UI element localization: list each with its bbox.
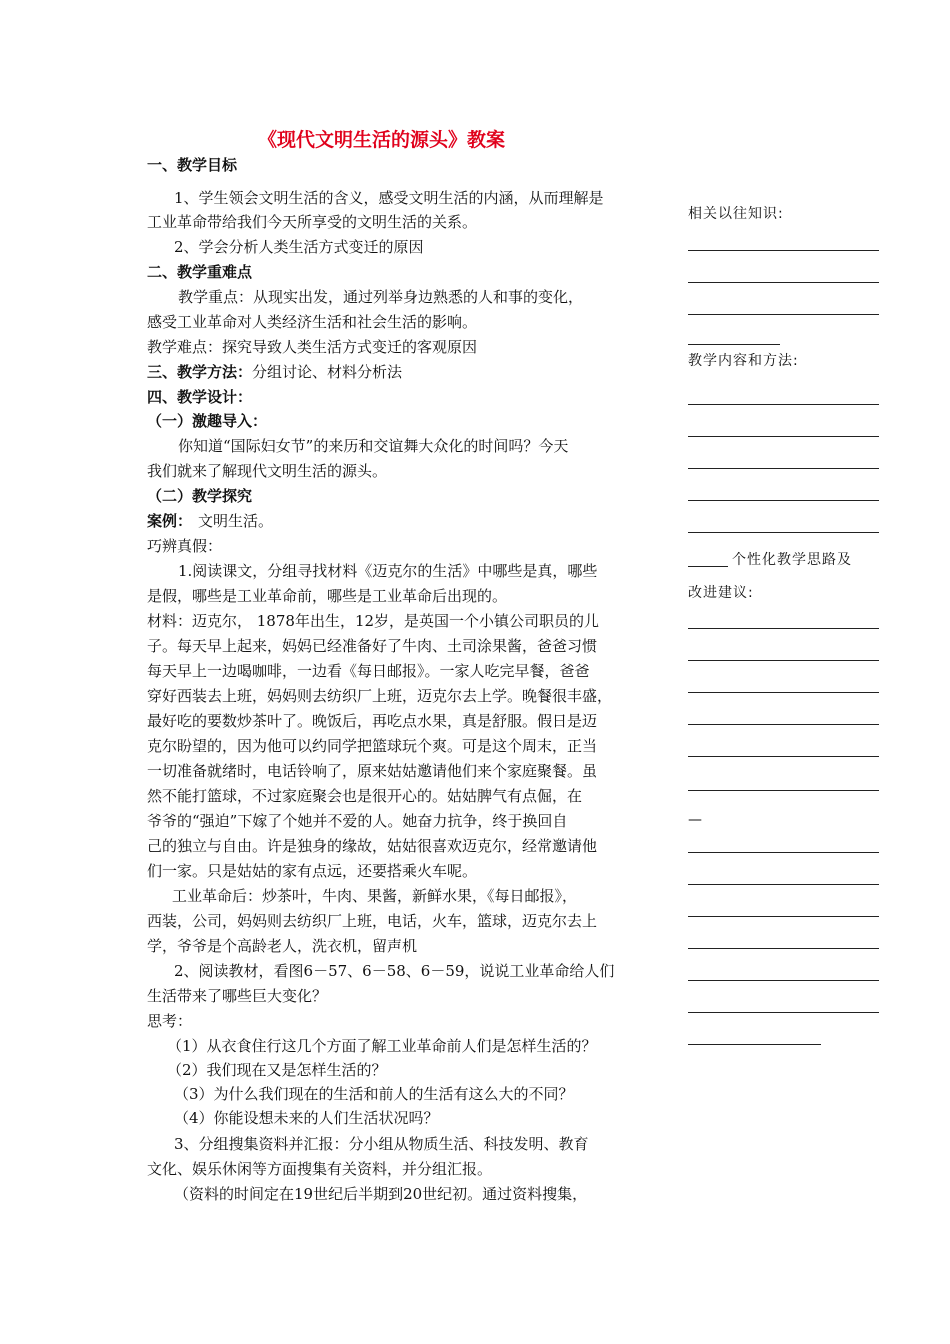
text-line <box>147 363 402 381</box>
blank-line <box>688 436 879 437</box>
text-line: 西装，公司，妈妈则去纺织厂上班，电话，火车，篮球，迈克尔去上 <box>147 912 598 930</box>
page-title: 《现代文明生活的源头》教案 <box>258 129 506 151</box>
text-line: 教学重点：从现实出发，通过列举身边熟悉的人和事的变化， <box>178 288 584 306</box>
text-line: 子。每天早上起来，妈妈已经准备好了牛肉、土司涂果酱，爸爸习惯 <box>147 637 598 655</box>
text-line: 感受工业革命对人类经济生活和社会生活的影响。 <box>147 313 478 331</box>
text-line: 3、分组搜集资料并汇报：分小组从物质生活、科技发明、教育 <box>174 1135 589 1153</box>
side-label-content-method: 教学内容和方法: <box>688 353 799 369</box>
text-line: 然不能打篮球，不过家庭聚会也是很开心的。姑姑脾气有点倔，在 <box>147 787 583 805</box>
question-line: （1）从衣食住行这几个方面了解工业革命前人们是怎样生活的？ <box>167 1037 597 1055</box>
text-line: 文化、娱乐休闲等方面搜集有关资料，并分组汇报。 <box>147 1160 493 1178</box>
text-line: 工业革命后：炒茶叶，牛肉、果酱，新鲜水果，《每日邮报》， <box>172 887 578 905</box>
text-line: 己的独立与自由。许是独身的缘故，姑姑很喜欢迈克尔，经常邀请他 <box>147 837 598 855</box>
section-heading: 三、教学方法： <box>147 363 253 381</box>
text-line: 学，爷爷是个高龄老人，洗衣机，留声机 <box>147 937 418 955</box>
text-line: 1.阅读课文，分组寻找材料《迈克尔的生活》中哪些是真，哪些 <box>178 562 598 580</box>
section-heading: 二、教学重难点 <box>147 263 253 281</box>
case-text: 文明生活。 <box>198 512 274 530</box>
method-text: 分组讨论、材料分析法 <box>252 363 403 381</box>
blank-line <box>688 250 879 251</box>
text-line: 2、阅读教材，看图6－57、6－58、6－59，说说工业革命给人们 <box>174 962 615 980</box>
text-line <box>147 512 273 530</box>
blank-line <box>688 532 879 533</box>
text-line: 1、学生领会文明生活的含义，感受文明生活的内涵，从而理解是 <box>174 189 604 207</box>
text-line: 一切准备就绪时，电话铃响了，原来姑姑邀请他们来个家庭聚餐。虽 <box>147 762 598 780</box>
blank-line <box>688 724 879 725</box>
side-label-suggestions: 改进建议: <box>688 585 754 601</box>
text-line: 爷爷的“强迫”下嫁了个她并不爱的人。她奋力抗争，终于换回自 <box>147 812 568 830</box>
text-line: 思考： <box>147 1012 193 1030</box>
text-line: 材料：迈克尔， 1878年出生，12岁，是英国一个小镇公司职员的儿 <box>147 612 600 630</box>
blank-line <box>688 660 879 661</box>
blank-line <box>688 628 879 629</box>
case-label: 案例： <box>147 512 193 530</box>
blank-line <box>688 692 879 693</box>
side-label-prior-knowledge: 相关以往知识: <box>688 206 784 222</box>
blank-line <box>688 852 879 853</box>
blank-line <box>688 980 879 981</box>
text-line: 工业革命带给我们今天所享受的文明生活的关系。 <box>147 213 478 231</box>
question-line: （3）为什么我们现在的生活和前人的生活有这么大的不同？ <box>174 1085 574 1103</box>
text-line: 穿好西装去上班，妈妈则去纺织厂上班，迈克尔去上学。晚餐很丰盛， <box>147 687 613 705</box>
blank-line <box>688 500 879 501</box>
text-line: 2、学会分析人类生活方式变迁的原因 <box>174 238 424 256</box>
section-heading: 一、教学目标 <box>147 156 238 174</box>
text-line: 们一家。只是姑姑的家有点远，还要搭乘火车呢。 <box>147 862 478 880</box>
subsection-heading: （二）教学探究 <box>147 487 253 505</box>
text-line: 你知道“国际妇女节”的来历和交谊舞大众化的时间吗？今天 <box>178 437 569 455</box>
blank-line <box>688 884 879 885</box>
blank-line <box>688 948 879 949</box>
side-dash: — <box>688 812 703 828</box>
blank-line <box>688 404 879 405</box>
blank-line <box>688 1044 821 1045</box>
blank-line <box>688 790 879 791</box>
question-line: （2）我们现在又是怎样生活的？ <box>167 1061 387 1079</box>
side-label-personalized: 个性化教学思路及 <box>732 552 852 568</box>
blank-line <box>688 566 728 567</box>
text-line: 生活带来了哪些巨大变化？ <box>147 987 328 1005</box>
text-line: 教学难点：探究导致人类生活方式变迁的客观原因 <box>147 338 478 356</box>
blank-line <box>688 468 879 469</box>
blank-line <box>688 756 879 757</box>
text-line: 克尔盼望的，因为他可以约同学把篮球玩个爽。可是这个周末，正当 <box>147 737 598 755</box>
blank-line <box>688 314 879 315</box>
blank-line <box>688 282 879 283</box>
text-line: （资料的时间定在19世纪后半期到20世纪初。通过资料搜集， <box>174 1185 588 1203</box>
text-line: 是假，哪些是工业革命前，哪些是工业革命后出现的。 <box>147 587 508 605</box>
text-line: 巧辨真假： <box>147 537 223 555</box>
blank-line <box>688 1012 879 1013</box>
section-heading: 四、教学设计： <box>147 388 253 406</box>
subsection-heading: （一）激趣导入： <box>147 412 268 430</box>
text-line: 每天早上一边喝咖啡，一边看《每日邮报》。一家人吃完早餐，爸爸 <box>147 662 590 680</box>
blank-line <box>688 344 780 345</box>
text-line: 最好吃的要数炒茶叶了。晚饭后，再吃点水果，真是舒服。假日是迈 <box>147 712 598 730</box>
question-line: （4）你能设想未来的人们生活状况吗？ <box>174 1109 439 1127</box>
blank-line <box>688 916 879 917</box>
text-line: 我们就来了解现代文明生活的源头。 <box>147 462 388 480</box>
